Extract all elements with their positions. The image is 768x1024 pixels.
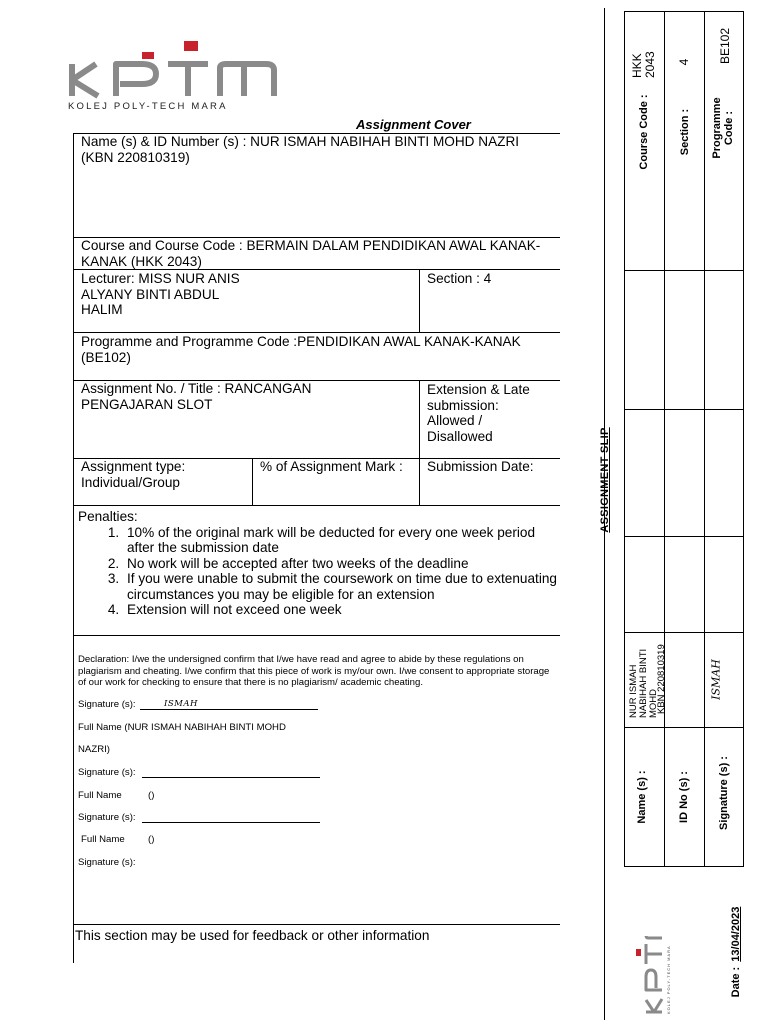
form-left-border: [73, 133, 74, 963]
slip-cell: [624, 536, 665, 633]
penalties-section: [78, 509, 558, 618]
divider: [73, 635, 560, 636]
name-id-field: Name (s) & ID Number (s) : NUR ISMAH NABIHAH BINTI MOHD NAZRI (KBN 220810319): [81, 134, 520, 165]
slip-label: ASSIGNMENT SLIP: [599, 427, 611, 533]
signature-line[interactable]: [142, 822, 320, 823]
percent-mark-field: % of Assignment Mark :: [260, 459, 403, 474]
slip-cell: [664, 270, 705, 410]
column-divider: [419, 380, 420, 505]
slip-course-code-value: HKK 2043: [630, 51, 657, 78]
slip-cell: [624, 270, 665, 410]
feedback-note: This section may be used for feedback or other information: [75, 928, 430, 943]
penalty-item: 2. No work will be accepted after two weeks of the deadline: [123, 556, 558, 572]
slip-id-value: KBN 220810319: [656, 644, 667, 714]
slip-signature-label: Signature (s) :: [718, 756, 730, 830]
slip-cell: [664, 409, 705, 537]
slip-cell: [624, 409, 665, 537]
full-name-value: (): [148, 834, 155, 845]
slip-date-label: Date :: [730, 966, 742, 998]
slip-kptm-logo: [626, 936, 696, 1016]
page-title: Assignment Cover: [356, 117, 471, 132]
assignment-type-field: Assignment type: Individual/Group: [81, 459, 186, 490]
slip-section-label: Section :: [679, 108, 691, 156]
slip-name-label: Name (s) :: [636, 770, 648, 824]
declaration-text: Declaration: I/we the undersigned confirm that I/we have read and agree to abide by these regulations on plagiarism and cheating. I/we confirm that this piece of work is my/our own. I/we consent to appropriate storage of our work for checking to ensure that there is no plagiarism/ academic cheating.: [78, 654, 550, 688]
penalties-list: [78, 525, 558, 618]
slip-cell: [704, 409, 744, 537]
divider: [73, 924, 560, 925]
slip-programme-code-value: BE102: [718, 27, 732, 65]
full-name-label: Full Name: [81, 834, 125, 845]
slip-programme-code-label: Programme Code :: [711, 97, 735, 159]
kptm-logo: [68, 38, 280, 118]
column-divider: [419, 269, 420, 332]
signature-label: Signature (s):: [78, 767, 136, 778]
slip-date: [730, 886, 742, 1016]
signature-line[interactable]: [140, 709, 318, 710]
slip-date-value: 13/04/2023: [730, 906, 742, 962]
divider: [73, 332, 560, 333]
programme-field: Programme and Programme Code :PENDIDIKAN AWAL KANAK-KANAK (BE102): [81, 334, 521, 365]
penalties-heading: Penalties:: [78, 509, 138, 524]
extension-field: Extension & Late submission: Allowed / Disallowed: [427, 382, 530, 444]
slip-cell: [704, 270, 744, 410]
full-name-label: Full Name: [78, 790, 122, 801]
logo-accent-square: [184, 41, 198, 51]
signature-label: Signature (s):: [78, 812, 136, 823]
penalty-item: 4. Extension will not exceed one week: [123, 602, 558, 618]
assignment-title-field: Assignment No. / Title : RANCANGAN PENGAJARAN SLOT: [81, 381, 312, 412]
kptm-logo-mark: [68, 38, 280, 100]
slip-name-value: NUR ISMAH NABIHAH BINTI MOHD: [628, 648, 659, 718]
logo-subtitle: KOLEJ POLY-TECH MARA: [68, 101, 228, 112]
divider: [73, 269, 560, 270]
full-name-line: NAZRI): [78, 744, 110, 755]
signature-label: Signature (s):: [78, 857, 136, 868]
divider: [73, 505, 560, 506]
slip-section-value: 4: [677, 58, 691, 66]
slip-signature-value: ISMAH: [709, 659, 723, 700]
full-name-line: Full Name (NUR ISMAH NABIHAH BINTI MOHD: [78, 722, 286, 733]
submission-date-field: Submission Date:: [427, 459, 534, 474]
signature-label: Signature (s):: [78, 699, 136, 710]
signature-line[interactable]: [142, 777, 320, 778]
section-field: Section : 4: [427, 271, 492, 286]
slip-cell: [664, 536, 705, 633]
penalty-item: 1. 10% of the original mark will be deducted for every one week period after the submission date: [123, 525, 558, 556]
lecturer-field: Lecturer: MISS NUR ANIS ALYANY BINTI ABDUL HALIM: [81, 271, 240, 317]
course-field: Course and Course Code : BERMAIN DALAM PENDIDIKAN AWAL KANAK-KANAK (HKK 2043): [81, 238, 541, 269]
slip-kptm-logo-mark: [626, 936, 696, 1016]
slip-table: [624, 11, 744, 867]
full-name-value: (): [148, 790, 155, 801]
column-divider: [252, 458, 253, 505]
logo-accent-small: [142, 52, 154, 59]
penalty-item: 3. If you were unable to submit the coursework on time due to extenuating circumstances you may be eligible for an extension: [123, 571, 558, 602]
slip-logo-subtitle: KOLEJ POLY-TECH MARA: [666, 945, 671, 1014]
slip-cell: [704, 536, 744, 633]
slip-id-label: ID No (s) :: [678, 771, 690, 823]
signature-value: ISMAH: [164, 699, 198, 709]
slip-course-code-label: Course Code :: [638, 94, 650, 170]
slip-cell: [664, 632, 705, 728]
